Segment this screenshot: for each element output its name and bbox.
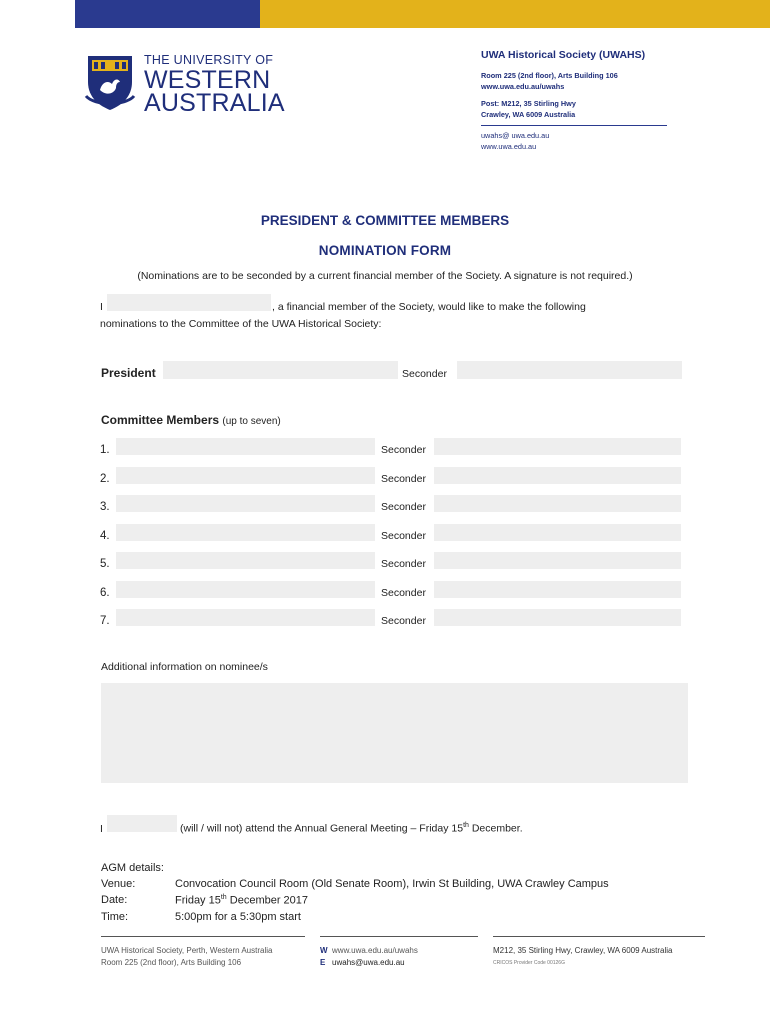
committee-member-field[interactable]	[116, 495, 375, 512]
committee-seconder-label: Seconder	[381, 501, 426, 513]
committee-member-field[interactable]	[116, 438, 375, 455]
attend-sup: th	[463, 822, 469, 829]
committee-seconder-field[interactable]	[434, 467, 681, 484]
contact-email[interactable]: uwahs@ uwa.edu.au	[481, 131, 550, 140]
committee-row-number: 2.	[100, 473, 110, 485]
additional-info-label: Additional information on nominee/s	[101, 661, 268, 673]
contact-post-1: Post: M212, 35 Stirling Hwy	[481, 99, 576, 108]
attendance-text	[180, 822, 523, 835]
date-label: Date:	[101, 894, 128, 906]
committee-row-number: 6.	[100, 587, 110, 599]
footer-rule-right	[493, 936, 705, 937]
agm-heading: AGM details:	[101, 862, 164, 874]
president-field[interactable]	[163, 361, 398, 379]
attendance-field[interactable]	[107, 815, 177, 832]
committee-seconder-label: Seconder	[381, 444, 426, 456]
header-bar-blue	[75, 0, 260, 28]
committee-label	[101, 413, 281, 427]
time-label: Time:	[101, 911, 129, 923]
footer-left	[101, 945, 272, 969]
committee-sub-label: (up to seven)	[222, 416, 281, 427]
footer-middle	[320, 945, 418, 969]
president-label: President	[101, 366, 156, 380]
committee-seconder-label: Seconder	[381, 587, 426, 599]
logo-line-3: AUSTRALIA	[144, 88, 285, 117]
form-note: (Nominations are to be seconded by a current financial member of the Society. A signature is not required.)	[137, 270, 633, 282]
contact-room: Room 225 (2nd floor), Arts Building 106	[481, 71, 618, 80]
footer-e-label: E	[320, 958, 326, 967]
footer-web[interactable]: www.uwa.edu.au/uwahs	[332, 946, 418, 955]
committee-seconder-label: Seconder	[381, 530, 426, 542]
committee-member-field[interactable]	[116, 552, 375, 569]
contact-web[interactable]: www.uwa.edu.au/uwahs	[481, 82, 565, 91]
date-value-b: December 2017	[226, 894, 309, 907]
committee-seconder-field[interactable]	[434, 495, 681, 512]
footer-rule-left	[101, 936, 305, 937]
footer-cricos: CRICOS Provider Code 00126G	[493, 960, 565, 966]
committee-seconder-field[interactable]	[434, 438, 681, 455]
committee-row-number: 7.	[100, 615, 110, 627]
nominator-name-field[interactable]	[107, 294, 271, 311]
footer-w-label: W	[320, 946, 328, 955]
committee-member-field[interactable]	[116, 467, 375, 484]
footer-rule-middle	[320, 936, 478, 937]
contact-post-2: Crawley, WA 6009 Australia	[481, 110, 576, 119]
committee-seconder-field[interactable]	[434, 581, 681, 598]
form-subtitle: NOMINATION FORM	[318, 243, 452, 258]
committee-row-number: 3.	[100, 501, 110, 513]
committee-member-field[interactable]	[116, 609, 375, 626]
attend-text: (will / will not) attend the Annual General Meeting – Friday 15	[180, 822, 464, 835]
president-seconder-label: Seconder	[402, 368, 447, 380]
form-title: PRESIDENT & COMMITTEE MEMBERS	[260, 213, 510, 228]
attend-end: December.	[468, 822, 523, 835]
committee-row-number: 4.	[100, 530, 110, 542]
contact-block	[481, 49, 671, 152]
attend-i: I	[100, 823, 103, 835]
intro-text-line-2: nominations to the Committee of the UWA Historical Society:	[100, 318, 382, 330]
footer-address: M212, 35 Stirling Hwy, Crawley, WA 6009 Australia	[493, 946, 673, 955]
date-value	[175, 894, 308, 907]
venue-value: Convocation Council Room (Old Senate Room), Irwin St Building, UWA Crawley Campus	[175, 878, 609, 890]
contact-web-2[interactable]: www.uwa.edu.au	[481, 142, 537, 151]
logo-line-1: THE UNIVERSITY OF	[144, 53, 274, 67]
committee-label-text: Committee Members	[101, 413, 220, 427]
president-seconder-field[interactable]	[457, 361, 682, 379]
logo-line-2: WESTERN	[144, 65, 271, 94]
committee-member-field[interactable]	[116, 524, 375, 541]
society-name: UWA Historical Society (UWAHS)	[481, 49, 646, 61]
university-logo-text	[144, 54, 285, 116]
date-sup: th	[220, 894, 227, 901]
university-crest-icon	[84, 52, 136, 112]
footer-left-2: Room 225 (2nd floor), Arts Building 106	[101, 958, 242, 967]
committee-seconder-label: Seconder	[381, 473, 426, 485]
committee-member-field[interactable]	[116, 581, 375, 598]
venue-label: Venue:	[101, 878, 136, 890]
date-value-a: Friday 15	[175, 894, 221, 907]
committee-seconder-field[interactable]	[434, 609, 681, 626]
header-bar-gold	[260, 0, 770, 28]
intro-i: I	[100, 301, 103, 313]
footer-email[interactable]: uwahs@uwa.edu.au	[332, 958, 405, 967]
committee-seconder-field[interactable]	[434, 552, 681, 569]
committee-seconder-label: Seconder	[381, 558, 426, 570]
time-value: 5:00pm for a 5:30pm start	[175, 911, 301, 923]
committee-seconder-field[interactable]	[434, 524, 681, 541]
intro-text: , a financial member of the Society, would like to make the following	[272, 301, 586, 313]
committee-row-number: 1.	[100, 444, 110, 456]
committee-seconder-label: Seconder	[381, 615, 426, 627]
committee-row-number: 5.	[100, 558, 110, 570]
footer-right	[493, 945, 672, 969]
contact-divider	[481, 125, 667, 126]
footer-left-1: UWA Historical Society, Perth, Western Australia	[101, 946, 273, 955]
additional-info-field[interactable]	[101, 683, 688, 783]
